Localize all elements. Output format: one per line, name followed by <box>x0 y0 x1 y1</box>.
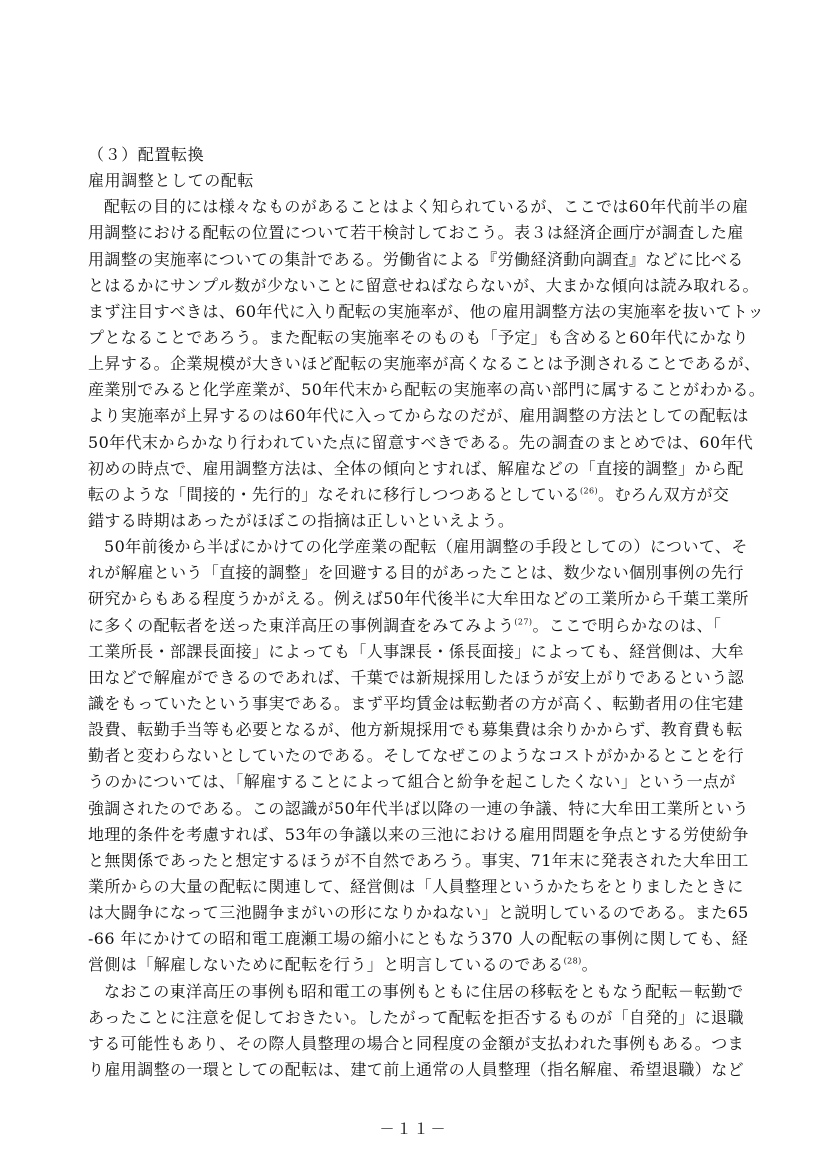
paragraph-1-line: 用調整の実施率についての集計である。労働省による『労働経済動向調査』などに比べる <box>88 249 744 269</box>
paragraph-2-line: 業所からの大量の配転に関連して、経営側は「人員整理というかたちをとりましたときに <box>88 876 744 896</box>
paragraph-1-line: より実施率が上昇するのは60年代に入ってからなのだが、雇用調整の方法としての配転は <box>88 406 749 426</box>
paragraph-2-line: 設費、転勤手当等も必要となるが、他方新規採用でも募集費は余りかからず、教育費も転 <box>88 720 743 740</box>
paragraph-1-line: 錯する時期はあったがほぼこの指摘は正しいといえよう。 <box>88 510 515 530</box>
paragraph-1-line: 初めの時点で、雇用調整方法は、全体の傾向とすれば、解雇などの「直接的調整」から配 <box>88 458 744 478</box>
paragraph-2-line: 勤者と変わらないとしていたのである。そしてなぜこのようなコストがかかるとことを行 <box>88 746 745 766</box>
paragraph-1-line: 産業別でみると化学産業が、50年代末から配転の実施率の高い部門に属することがわかる。 <box>88 380 766 400</box>
paragraph-1-line: まず注目すべきは、60年代に入り配転の実施率が、他の雇用調整方法の実施率を抜いてトッ <box>88 301 765 321</box>
paragraph-1-line <box>88 482 788 508</box>
paragraph-2-line: と無関係であったと想定するほうが不自然であろう。事実、71年末に発表された大牟田工 <box>88 850 749 870</box>
line-text: 。ここで明らかなのは、「 <box>532 615 722 635</box>
paragraph-2-line: 研究からもある程度うかがえる。例えば50年代後半に大牟田などの工業所から千葉工業所 <box>88 589 749 609</box>
paragraph-2-line <box>88 613 788 639</box>
paragraph-2-line: 識をもっていたという事実である。まず平均賃金は転勤者の方が高く、転勤者用の住宅建 <box>88 693 744 713</box>
line-text: 。 <box>581 955 599 975</box>
paragraph-3-line: なおこの東洋高圧の事例も昭和電工の事例もともに住居の移転をともなう配転－転勤で <box>104 981 744 1001</box>
paragraph-1-line: 50年代末からかなり行われていた点に留意すべきである。先の調査のまとめでは、60年代 <box>88 432 754 452</box>
paragraph-1-line: 用調整における配転の位置について若干検討しておこう。表３は経済企画庁が調査した雇 <box>88 223 744 243</box>
paragraph-2-line: -66 年にかけての昭和電工鹿瀬工場の縮小にともなう370 人の配転の事例に関しても、経 <box>88 929 749 949</box>
paragraph-2-line: 田などで解雇ができるのであれば、千葉では新規採用したほうが安上がりであるという認 <box>88 667 745 687</box>
section-heading: （３）配置転換 <box>88 145 205 164</box>
body-text <box>88 142 788 1083</box>
line-text: に多くの配転者を送った東洋高圧の事例調査をみてみよう <box>88 615 515 635</box>
line-text: 営側は「解雇しないために配転を行う」と明言しているのである <box>88 955 564 975</box>
line-text: 転のような「間接的・先行的」なそれに移行しつつあるとしている <box>88 484 581 504</box>
paragraph-2-line: れが解雇という「直接的調整」を回避する目的があったことは、数少ない個別事例の先行 <box>88 563 744 583</box>
footnote-ref-27: (27) <box>514 617 533 627</box>
paragraph-2-line: 工業所長・部課長面接」によっても「人事課長・係長面接」によっても、経営側は、大牟 <box>88 641 745 661</box>
paragraph-1-line: とはるかにサンプル数が少ないことに留意せねばならないが、大まかな傾向は読み取れる。 <box>88 275 759 295</box>
footnote-ref-28: (28) <box>563 957 582 967</box>
paragraph-2-line: うのかについては、「解雇することによって組合と紛争を起こしたくない」という一点が <box>88 772 736 792</box>
line-text: 。むろん双方が交 <box>598 484 730 504</box>
paragraph-1-line: 上昇する。企業規模が大きいほど配転の実施率が高くなることは予測されることであるが、 <box>88 354 761 374</box>
paragraph-2-line <box>88 952 788 978</box>
footnote-ref-26: (26) <box>580 486 599 496</box>
paragraph-2-line: 強調されたのである。この認識が50年代半ば以降の一連の争議、特に大牟田工業所という <box>88 798 749 818</box>
page-number: －１１－ <box>379 1120 448 1138</box>
paragraph-1-line: 配転の目的には様々なものがあることはよく知られているが、ここでは60年代前半の雇 <box>104 197 749 217</box>
subheading: 雇用調整としての配転 <box>88 171 255 191</box>
paragraph-3-line: あったことに注意を促しておきたい。したがって配転を拒否するものが「自発的」に退職 <box>88 1007 744 1027</box>
paragraph-1-line: プとなることであろう。また配転の実施率そのものも「予定」も含めると60年代にかなり <box>88 327 749 347</box>
paragraph-2-line: は大闘争になって三池闘争まがいの形になりかねない」と説明しているのである。また65 <box>88 903 749 923</box>
paragraph-2-line: 50年前後から半ばにかけての化学産業の配転（雇用調整の手段としての）について、そ <box>104 537 748 557</box>
paragraph-2-line: 地理的条件を考慮すれば、53年の争議以来の三池における雇用問題を争点とする労使紛争 <box>88 824 749 844</box>
paragraph-3-line: り雇用調整の一環としての配転は、建て前上通常の人員整理（指名解雇、希望退職）など <box>88 1059 745 1079</box>
paragraph-3-line: する可能性もあり、その際人員整理の場合と同程度の金額が支払われた事例もある。つま <box>88 1033 745 1053</box>
